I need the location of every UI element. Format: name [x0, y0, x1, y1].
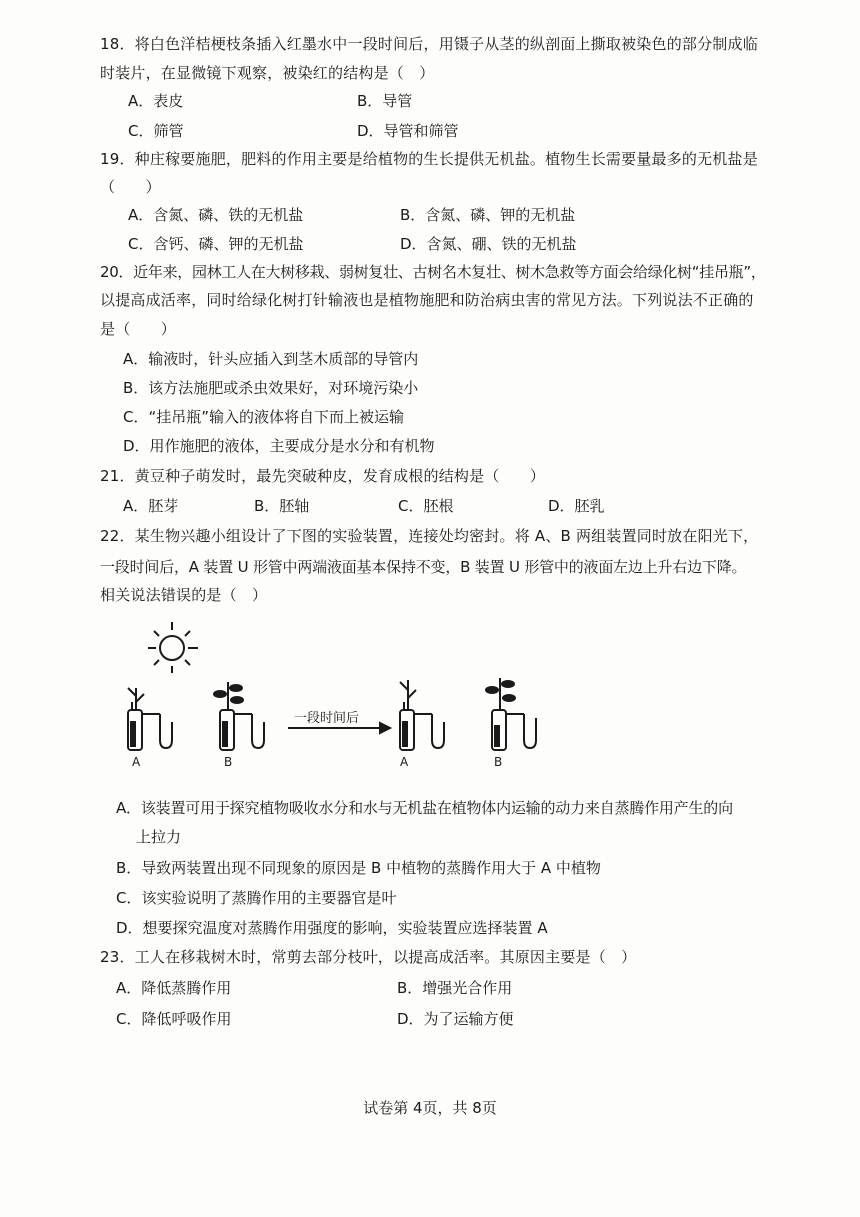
label-a-before: A: [132, 755, 141, 769]
q19-option-a: A．含氮、磷、铁的无机盐: [128, 206, 304, 224]
q22-option-a-line-2: 上拉力: [136, 828, 182, 846]
apparatus-b-before: [214, 682, 264, 750]
q22-option-b: B．导致两装置出现不同现象的原因是 B 中植物的蒸腾作用大于 A 中植物: [116, 859, 601, 877]
q20-stem-line-1: 20．近年来，园林工人在大树移栽、弱树复壮、古树名木复壮、树木急救等方面会给绿化树“挂吊瓶”，: [100, 263, 766, 281]
q22-option-d: D．想要探究温度对蒸腾作用强度的影响，实验装置应选择装置 A: [116, 919, 548, 937]
apparatus-b-after: [486, 678, 536, 750]
q19-stem-line-2: （ ）: [100, 178, 161, 196]
q23-option-b: B．增强光合作用: [397, 979, 513, 997]
q22-option-c: C．该实验说明了蒸腾作用的主要器官是叶: [116, 889, 397, 907]
q18-stem-line-2: 时装片，在显微镜下观察，被染红的结构是（ ）: [100, 64, 435, 82]
q23-option-c: C．降低呼吸作用: [116, 1010, 232, 1028]
apparatus-a-after: [400, 680, 444, 750]
q21-option-d: D．胚乳: [548, 497, 605, 515]
q20-stem-line-2: 以提高成活率，同时给绿化树打针输液也是植物施肥和防治病虫害的常见方法。下列说法不正确的: [100, 291, 754, 309]
label-a-after: A: [400, 755, 409, 769]
q23-option-a: A．降低蒸腾作用: [116, 979, 232, 997]
q19-option-d: D．含氮、硼、铁的无机盐: [400, 235, 577, 253]
transpiration-experiment-figure: [110, 618, 570, 778]
q23-option-d: D．为了运输方便: [397, 1010, 514, 1028]
q21-option-b: B．胚轴: [254, 497, 310, 515]
apparatus-a-before: [128, 688, 172, 750]
page-footer: 试卷第 4页，共 8页: [363, 1099, 497, 1117]
q20-stem-line-3: 是（ ）: [100, 320, 177, 338]
q23-stem: 23．工人在移栽树木时，常剪去部分枝叶，以提高成活率。其原因主要是（ ）: [100, 948, 637, 966]
label-b-before: B: [224, 755, 233, 769]
q21-option-a: A．胚芽: [123, 497, 179, 515]
q18-option-b: B．导管: [357, 92, 413, 110]
q20-option-d: D．用作施肥的液体，主要成分是水分和有机物: [123, 437, 435, 455]
q18-option-d: D．导管和筛管: [357, 122, 459, 140]
q19-stem-line-1: 19．种庄稼要施肥，肥料的作用主要是给植物的生长提供无机盐。植物生长需要量最多的无机盐是: [100, 150, 758, 168]
arrow-label: 一段时间后: [294, 711, 360, 726]
q22-stem-line-1: 22．某生物兴趣小组设计了下图的实验装置，连接处均密封。将 A、B 两组装置同时放在阳光下，: [100, 527, 759, 545]
q22-stem-line-3: 相关说法错误的是（ ）: [100, 586, 268, 604]
q20-option-c: C．“挂吊瓶”输入的液体将自下而上被运输: [123, 408, 405, 426]
q18-stem-line-1: 18．将白色洋桔梗枝条插入红墨水中一段时间后，用镊子从茎的纵剖面上撕取被染色的部分制成临: [100, 35, 758, 53]
q20-option-b: B．该方法施肥或杀虫效果好，对环境污染小: [123, 379, 419, 397]
q19-option-b: B．含氮、磷、钾的无机盐: [400, 206, 576, 224]
q21-stem: 21．黄豆种子萌发时，最先突破种皮，发育成根的结构是（ ）: [100, 467, 546, 485]
q22-option-a-line-1: A．该装置可用于探究植物吸收水分和水与无机盐在植物体内运输的动力来自蒸腾作用产生的向: [116, 799, 733, 817]
q20-option-a: A．输液时，针头应插入到茎木质部的导管内: [123, 350, 419, 368]
q18-option-c: C．筛管: [128, 122, 184, 140]
label-b-after: B: [494, 755, 503, 769]
q19-option-c: C．含钙、磷、钾的无机盐: [128, 235, 304, 253]
sun-icon: [148, 622, 198, 673]
q18-option-a: A．表皮: [128, 92, 184, 110]
q22-stem-line-2: 一段时间后，A 装置 U 形管中两端液面基本保持不变，B 装置 U 形管中的液面左边上升右边下降。: [100, 558, 747, 576]
q21-option-c: C．胚根: [398, 497, 454, 515]
